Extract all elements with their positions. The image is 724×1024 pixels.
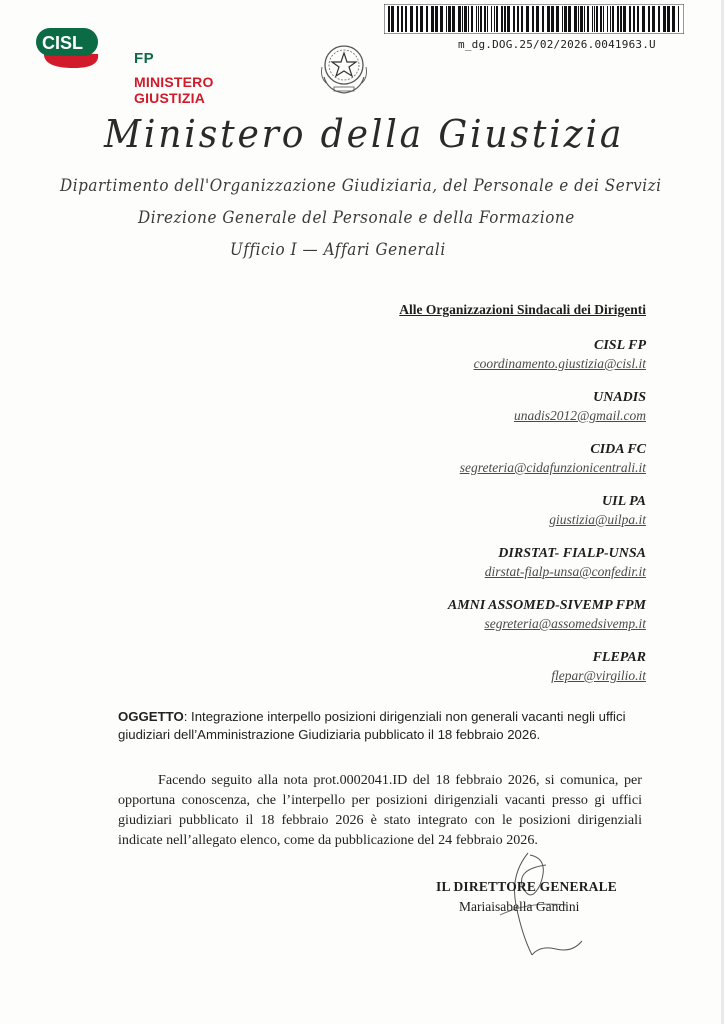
cisl-logo-word: CISL bbox=[42, 33, 84, 53]
barcode-bar bbox=[478, 6, 479, 32]
barcode-bar bbox=[663, 6, 666, 32]
barcode-bar bbox=[391, 6, 394, 32]
barcode-bar bbox=[440, 6, 443, 32]
recipient-item bbox=[306, 389, 646, 425]
barcode-bar bbox=[617, 6, 619, 32]
barcode-bar bbox=[584, 6, 585, 32]
barcode-bar bbox=[633, 6, 635, 32]
recipient-item bbox=[306, 441, 646, 477]
barcode-bar bbox=[448, 6, 451, 32]
direction-line: Direzione Generale del Personale e della Formazione bbox=[138, 208, 575, 227]
barcode-bar bbox=[494, 6, 495, 32]
barcode-bar bbox=[620, 6, 622, 32]
barcode-bar bbox=[388, 6, 390, 32]
barcode-bar bbox=[446, 6, 447, 32]
recipient-email[interactable]: unadis2012@gmail.com bbox=[513, 408, 646, 423]
cisl-fp-label: FP bbox=[134, 50, 155, 67]
barcode-bar bbox=[564, 6, 567, 32]
ministry-title: Ministero della Giustizia bbox=[104, 112, 625, 156]
barcode-bar bbox=[587, 6, 589, 32]
barcode-bar bbox=[574, 6, 577, 32]
recipient-item bbox=[306, 545, 646, 581]
barcode-bar bbox=[521, 6, 523, 32]
barcode-bar bbox=[600, 6, 602, 32]
recipient-name: FLEPAR bbox=[592, 650, 646, 665]
recipient-name: DIRSTAT- FIALP-UNSA bbox=[498, 546, 646, 561]
barcode-bar bbox=[568, 6, 571, 32]
barcode-bar bbox=[607, 6, 608, 32]
barcode-bar bbox=[405, 6, 407, 32]
barcode-bar bbox=[426, 6, 428, 32]
barcode-bar bbox=[592, 6, 593, 32]
barcode-bar bbox=[678, 6, 679, 32]
recipient-name: AMNI ASSOMED-SIVEMP FPM bbox=[447, 598, 646, 613]
cisl-ministero-label: MINISTERO GIUSTIZIA bbox=[134, 74, 214, 106]
department-line: Dipartimento dell'Organizzazione Giudiziaria, del Personale e dei Servizi bbox=[60, 176, 662, 195]
cisl-logo-mark bbox=[34, 24, 134, 76]
recipient-email[interactable]: dirstat-fialp-unsa@confedir.it bbox=[484, 564, 646, 579]
recipients-block bbox=[306, 302, 646, 701]
recipient-name: CISL FP bbox=[594, 338, 646, 353]
recipient-email[interactable]: giustizia@uilpa.it bbox=[549, 512, 646, 527]
barcode-bar bbox=[491, 6, 492, 32]
recipient-item bbox=[306, 493, 646, 529]
barcode-bar bbox=[623, 6, 626, 32]
barcode-bar bbox=[487, 6, 488, 32]
recipient-email[interactable]: segreteria@cidafunzionicentrali.it bbox=[459, 460, 646, 475]
barcode-bar bbox=[476, 6, 477, 32]
barcode-bar bbox=[496, 6, 498, 32]
barcode-bar bbox=[542, 6, 544, 32]
barcode-bar bbox=[397, 6, 399, 32]
cisl-fp-logo bbox=[34, 24, 269, 106]
barcode-bar bbox=[667, 6, 670, 32]
barcode-bar bbox=[596, 6, 598, 32]
body-text: Facendo seguito alla nota prot.0002041.ID del 18 febbraio 2026, si comunica, per opportuna conoscenza, che l’interpello per posizioni dirigenziali vacanti presso gi uffici giudiziari pubblicato il 18 febbraio 2026 è stato integrato con le posizioni dirigenziali indicate nell’allegato elenco, come da pubblicazione del 24 febbraio 2026. bbox=[118, 772, 642, 848]
barcode-bar bbox=[526, 6, 529, 32]
barcode-bar bbox=[480, 6, 482, 32]
barcode-bar bbox=[458, 6, 461, 32]
barcode-bar bbox=[532, 6, 534, 32]
barcode-bar bbox=[612, 6, 614, 32]
barcode-bar bbox=[471, 6, 473, 32]
barcode-bar bbox=[401, 6, 403, 32]
barcode-bar bbox=[517, 6, 519, 32]
protocol-number: m_dg.DOG.25/02/2026.0041963.U bbox=[458, 38, 656, 51]
barcode-bar bbox=[562, 6, 563, 32]
barcode-bar bbox=[513, 6, 515, 32]
barcode-bar bbox=[629, 6, 631, 32]
recipient-name: UNADIS bbox=[593, 390, 646, 405]
subject-label: OGGETTO bbox=[118, 709, 184, 724]
barcode-bar bbox=[435, 6, 438, 32]
barcode-bar bbox=[578, 6, 579, 32]
recipient-item bbox=[306, 597, 646, 633]
barcode-bar bbox=[580, 6, 583, 32]
barcode-bar bbox=[603, 6, 604, 32]
barcode-bar bbox=[551, 6, 554, 32]
signatory-title: IL DIRETTORE GENERALE bbox=[436, 879, 618, 894]
barcode-bar bbox=[464, 6, 467, 32]
barcode-bar bbox=[452, 6, 455, 32]
barcode-bar bbox=[536, 6, 539, 32]
recipient-email[interactable]: flepar@virgilio.it bbox=[551, 668, 646, 683]
barcode-bar bbox=[468, 6, 469, 32]
barcode-bar bbox=[594, 6, 595, 32]
barcode-bar bbox=[484, 6, 486, 32]
barcode-bar bbox=[416, 6, 418, 32]
italian-republic-emblem-icon bbox=[314, 37, 374, 97]
recipient-name: CIDA FC bbox=[590, 442, 646, 457]
barcode-bar bbox=[501, 6, 503, 32]
recipient-item bbox=[306, 649, 646, 685]
barcode-bar bbox=[648, 6, 650, 32]
barcode-icon bbox=[384, 4, 684, 34]
barcode-bar bbox=[507, 6, 510, 32]
office-line: Ufficio I — Affari Generali bbox=[230, 240, 446, 259]
barcode-bar bbox=[652, 6, 655, 32]
recipients-header: Alle Organizzazioni Sindacali dei Dirigenti bbox=[399, 302, 646, 317]
subject-paragraph bbox=[118, 708, 658, 744]
body-paragraph bbox=[118, 770, 642, 850]
barcode-bar bbox=[462, 6, 463, 32]
recipient-email[interactable]: coordinamento.giustizia@cisl.it bbox=[473, 356, 646, 371]
protocol-barcode bbox=[384, 4, 684, 52]
barcode-bar bbox=[504, 6, 506, 32]
subject-text: : Integrazione interpello posizioni dirigenziali non generali vacanti negli uffici giudiziari dell’Amministrazione Giudiziaria pubblicato il 18 febbraio 2026. bbox=[118, 709, 626, 742]
barcode-bar bbox=[431, 6, 434, 32]
barcode-bar bbox=[637, 6, 639, 32]
barcode-bar bbox=[610, 6, 611, 32]
recipient-item bbox=[306, 337, 646, 373]
barcode-bar bbox=[420, 6, 423, 32]
barcode-bar bbox=[410, 6, 413, 32]
barcode-bar bbox=[556, 6, 559, 32]
barcode-bar bbox=[547, 6, 550, 32]
recipient-name: UIL PA bbox=[602, 494, 646, 509]
signatory-name: Mariaisabella Gandini bbox=[459, 899, 580, 914]
recipient-email[interactable]: segreteria@assomedsivemp.it bbox=[484, 616, 646, 631]
barcode-bar bbox=[642, 6, 645, 32]
barcode-bar bbox=[672, 6, 675, 32]
barcode-bar bbox=[658, 6, 660, 32]
